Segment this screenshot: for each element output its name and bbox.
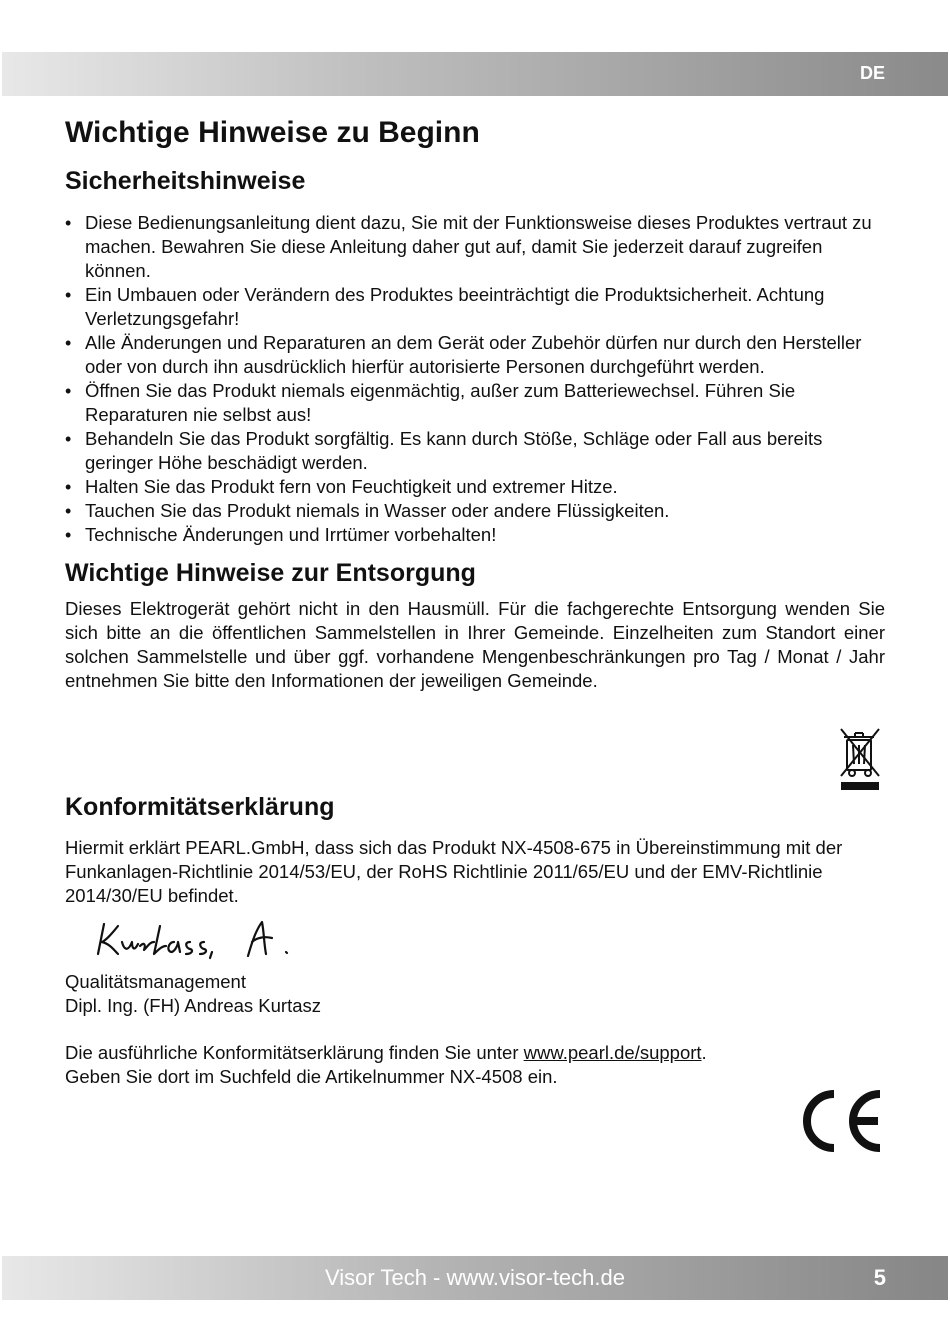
ce-mark-icon xyxy=(794,1087,886,1155)
signer-name: Dipl. Ing. (FH) Andreas Kurtasz xyxy=(65,995,322,1016)
more-info-suffix: . xyxy=(701,1042,707,1063)
more-info-line xyxy=(65,1041,707,1065)
conformity-heading: Konformitätserklärung xyxy=(65,793,335,821)
list-item: • Diese Bedienungsanleitung dient dazu, Sie mit der Funktionsweise dieses Produktes vertraut zu machen. Bewahren Sie diese Anleitung daher gut auf, damit Sie jederzeit darauf zugreifen können. xyxy=(65,211,885,283)
support-link[interactable]: www.pearl.de/support xyxy=(523,1042,702,1063)
list-item: • Ein Umbauen oder Verändern des Produktes beeinträchtigt die Produktsicherheit. Achtung Verletzungsgefahr! xyxy=(65,283,885,331)
disposal-heading: Wichtige Hinweise zur Entsorgung xyxy=(65,559,476,587)
signer-role: Qualitätsmanagement xyxy=(65,971,246,992)
list-item: • Behandeln Sie das Produkt sorgfältig. Es kann durch Stöße, Schläge oder Fall aus bereits geringer Höhe beschädigt werden. xyxy=(65,427,885,475)
crossed-out-wheelie-bin-icon xyxy=(838,726,882,792)
search-hint: Geben Sie dort im Suchfeld die Artikelnummer NX-4508 ein. xyxy=(65,1066,558,1087)
page-title: Wichtige Hinweise zu Beginn xyxy=(65,116,480,149)
safety-list xyxy=(65,211,885,547)
list-item: • Öffnen Sie das Produkt niemals eigenmächtig, außer zum Batteriewechsel. Führen Sie Reparaturen nie selbst aus! xyxy=(65,379,885,427)
main-content xyxy=(65,113,885,693)
list-item: • Halten Sie das Produkt fern von Feuchtigkeit und extremer Hitze. xyxy=(65,475,885,499)
list-item: • Alle Änderungen und Reparaturen an dem Gerät oder Zubehör dürfen nur durch den Hersteller oder von durch ihn ausdrücklich hierfür autorisierte Personen durchgeführt werden. xyxy=(65,331,885,379)
signature-image xyxy=(88,912,308,962)
disposal-text: Dieses Elektrogerät gehört nicht in den Hausmüll. Für die fachgerechte Entsorgung wenden Sie sich bitte an die öffentlichen Sammelstellen in Ihrer Gemeinde. Einzelheiten zum Standort einer solchen Sammelstelle und über ggf. vorhandene Mengenbeschränkungen pro Tag / Monat / Jahr entnehmen Sie bitte den Informationen der jeweiligen Gemeinde. xyxy=(65,598,885,691)
footer-text: Visor Tech - www.visor-tech.de xyxy=(325,1265,625,1290)
list-item: • Technische Änderungen und Irrtümer vorbehalten! xyxy=(65,523,885,547)
page-number: 5 xyxy=(873,1265,886,1290)
signer-block xyxy=(65,970,321,1018)
more-info-prefix: Die ausführliche Konformitätserklärung finden Sie unter xyxy=(65,1042,524,1063)
language-tag: DE xyxy=(859,63,885,83)
more-info-block xyxy=(65,1041,707,1089)
conformity-text: Hiermit erklärt PEARL.GmbH, dass sich das Produkt NX-4508-675 in Übereinstimmung mit der Funkanlagen-Richtlinie 2014/53/EU, der RoHS Richtlinie 2011/65/EU und der EMV-Richtlinie 2014/30/EU befindet. xyxy=(65,837,843,906)
list-item: • Tauchen Sie das Produkt niemals in Wasser oder andere Flüssigkeiten. xyxy=(65,499,885,523)
safety-heading: Sicherheitshinweise xyxy=(65,167,306,195)
footer-bar xyxy=(2,1256,948,1300)
header-bar xyxy=(2,52,948,96)
